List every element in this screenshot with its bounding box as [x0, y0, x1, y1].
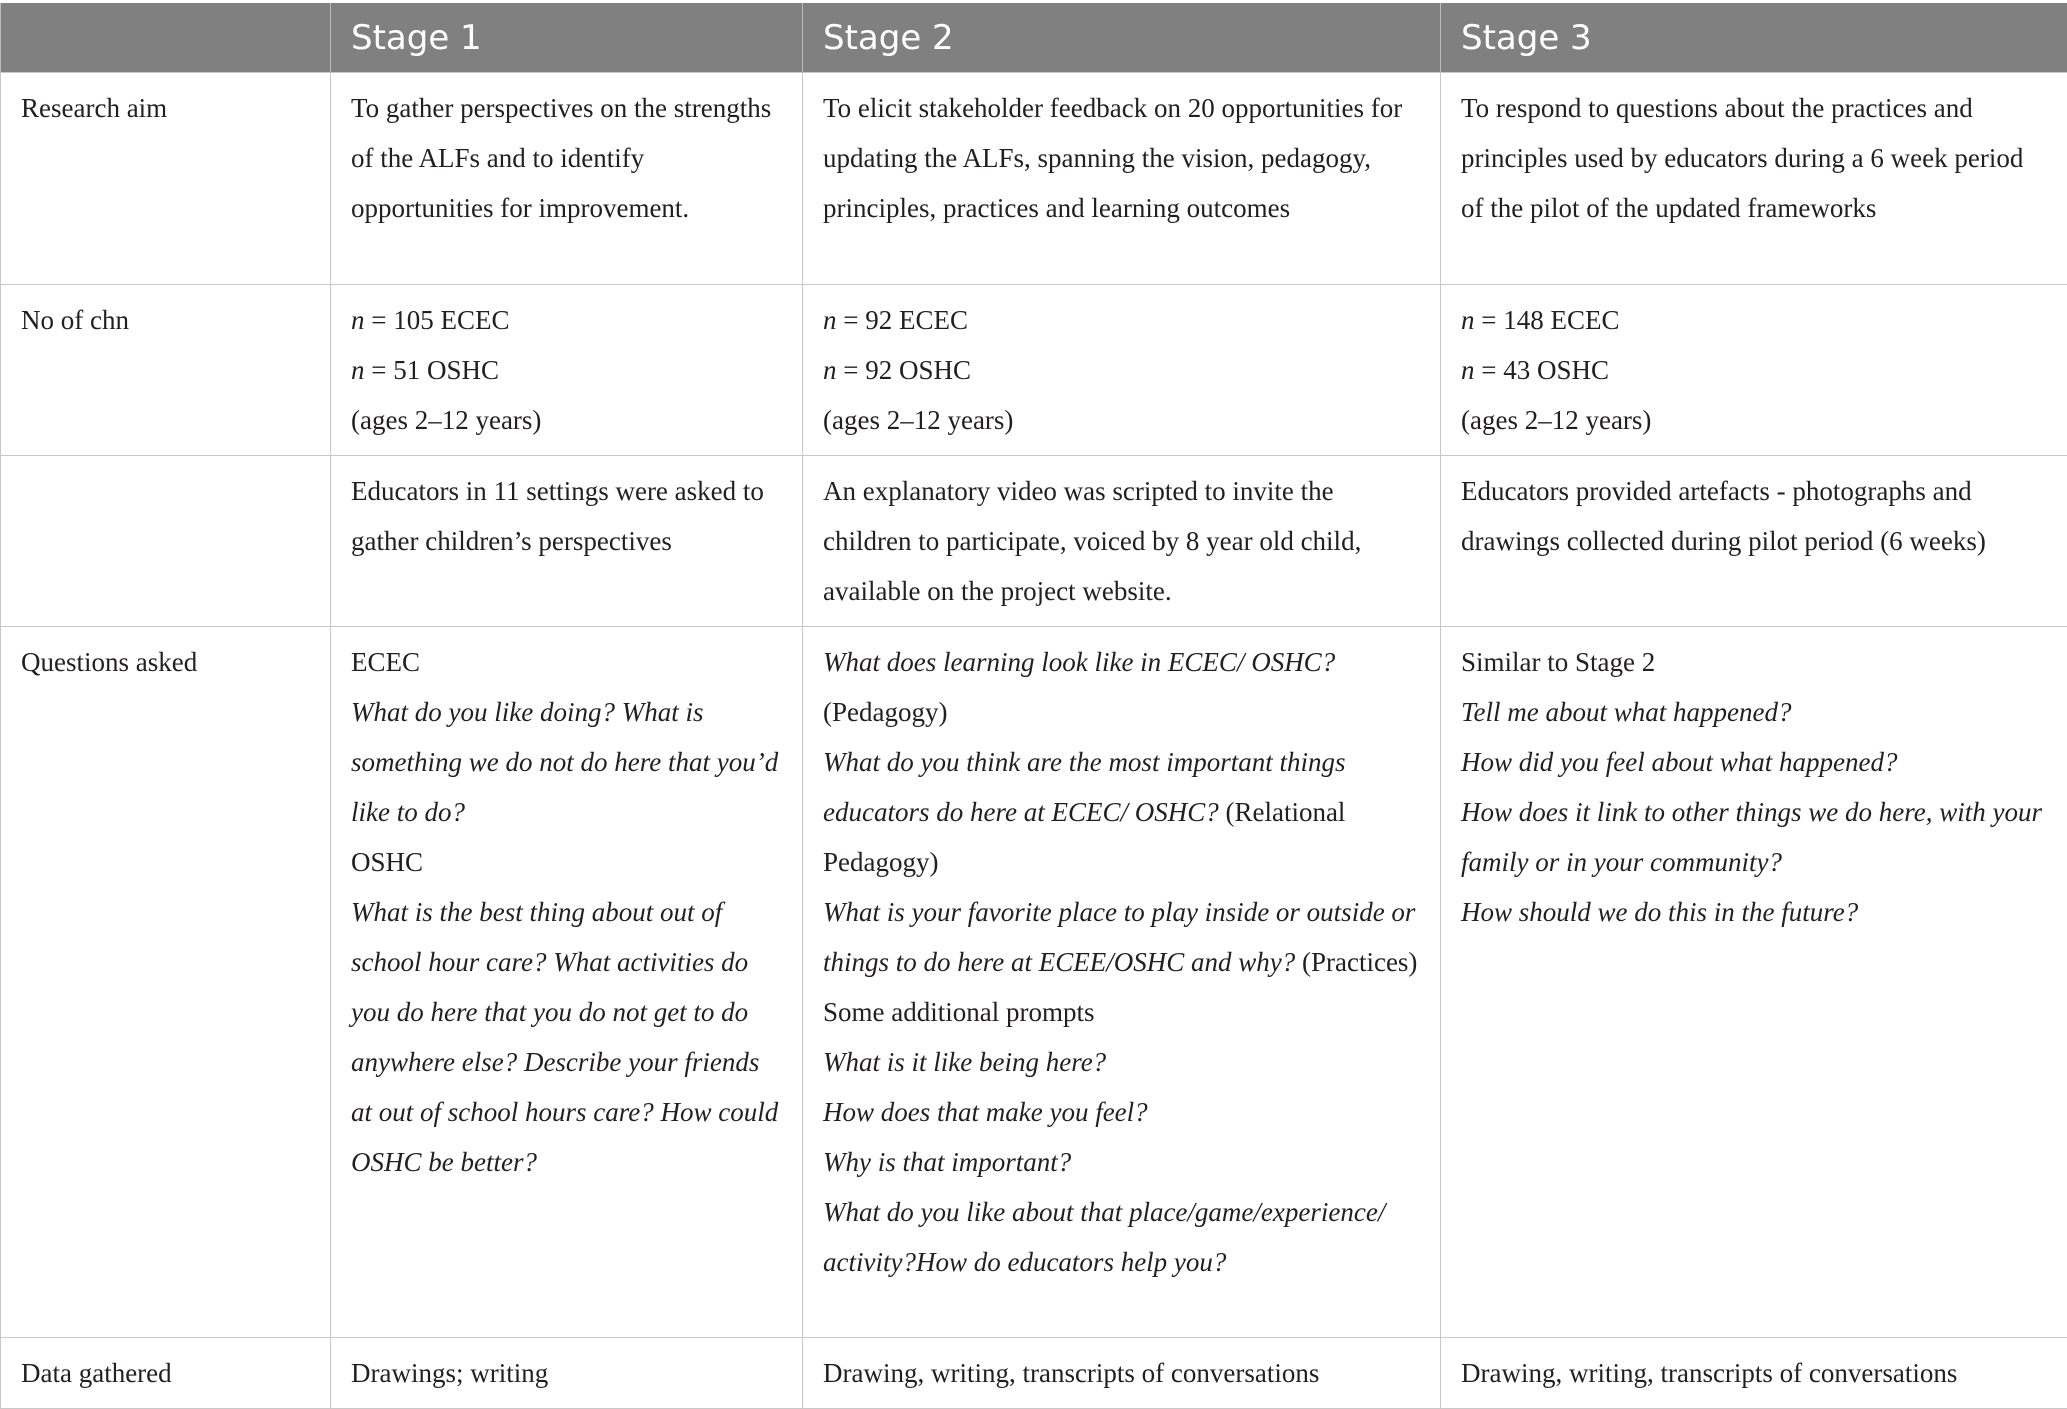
question-text: What is your favorite place to play inside or outside or things to do here at ECEE/OSHC and why?	[823, 897, 1415, 977]
prompt-2: How does that make you feel?	[823, 1087, 1420, 1137]
prompt-4: What do you like about that place/game/experience/ activity?How do educators help you?	[823, 1187, 1420, 1287]
question-tag: (Pedagogy)	[823, 697, 947, 727]
chn-oshc-count	[1461, 345, 2047, 395]
table-row-no-of-chn	[1, 285, 2067, 456]
oshc-heading: OSHC	[351, 837, 782, 887]
stage2-question-2	[823, 737, 1420, 887]
question-text: What do you think are the most important things educators do here at ECEC/ OSHC?	[823, 747, 1345, 827]
header-corner	[1, 3, 331, 73]
cell-aim-stage-2: To elicit stakeholder feedback on 20 opportunities for updating the ALFs, spanning the vision, pedagogy, principles, practices and learning outcomes	[803, 73, 1441, 285]
cell-method-stage-2: An explanatory video was scripted to invite the children to participate, voiced by 8 year old child, available on the project website.	[803, 456, 1441, 627]
chn-value: = 43 OSHC	[1481, 355, 1609, 385]
table-row-research-aim	[1, 73, 2067, 285]
question-tag: (Relational Pedagogy)	[823, 797, 1345, 877]
stage3-question-1: Tell me about what happened?	[1461, 687, 2047, 737]
table-row-method	[1, 456, 2067, 627]
row-label-research-aim: Research aim	[1, 73, 331, 285]
n-symbol: n	[823, 305, 837, 335]
chn-value: = 105 ECEC	[371, 305, 509, 335]
cell-questions-stage-1	[331, 627, 803, 1338]
chn-value: = 148 ECEC	[1481, 305, 1619, 335]
header-stage-1: Stage 1	[331, 3, 803, 73]
chn-value: = 92 OSHC	[843, 355, 971, 385]
chn-value: = 92 ECEC	[843, 305, 968, 335]
ecec-heading: ECEC	[351, 637, 782, 687]
n-symbol: n	[351, 355, 365, 385]
chn-ages: (ages 2–12 years)	[351, 395, 782, 445]
cell-chn-stage-1	[331, 285, 803, 456]
prompt-1: What is it like being here?	[823, 1037, 1420, 1087]
cell-chn-stage-2	[803, 285, 1441, 456]
stage2-question-1	[823, 637, 1420, 737]
row-label-questions-asked: Questions asked	[1, 627, 331, 1338]
cell-method-stage-3: Educators provided artefacts - photographs and drawings collected during pilot period (6 weeks)	[1441, 456, 2067, 627]
prompt-3: Why is that important?	[823, 1137, 1420, 1187]
cell-data-stage-2: Drawing, writing, transcripts of conversations	[803, 1338, 1441, 1409]
cell-data-stage-1: Drawings; writing	[331, 1338, 803, 1409]
table-row-questions-asked	[1, 627, 2067, 1338]
stage3-intro: Similar to Stage 2	[1461, 637, 2047, 687]
chn-ages: (ages 2–12 years)	[823, 395, 1420, 445]
oshc-questions: What is the best thing about out of school hour care? What activities do you do here that you do not get to do anywhere else? Describe your friends at out of school hours care? How could OSHC be better?	[351, 887, 782, 1187]
chn-oshc-count	[351, 345, 782, 395]
stage3-question-4: How should we do this in the future?	[1461, 887, 2047, 937]
row-label-no-of-chn: No of chn	[1, 285, 331, 456]
header-stage-3: Stage 3	[1441, 3, 2067, 73]
cell-questions-stage-3	[1441, 627, 2067, 1338]
n-symbol: n	[351, 305, 365, 335]
cell-chn-stage-3	[1441, 285, 2067, 456]
cell-method-stage-1: Educators in 11 settings were asked to gather children’s perspectives	[331, 456, 803, 627]
stage2-question-3	[823, 887, 1420, 987]
n-symbol: n	[823, 355, 837, 385]
chn-ecec-count	[823, 295, 1420, 345]
prompts-heading: Some additional prompts	[823, 987, 1420, 1037]
header-row	[1, 3, 2067, 73]
question-text: What does learning look like in ECEC/ OSHC?	[823, 647, 1335, 677]
cell-questions-stage-2	[803, 627, 1441, 1338]
research-stages-table	[0, 3, 2067, 1409]
chn-value: = 51 OSHC	[371, 355, 499, 385]
n-symbol: n	[1461, 355, 1475, 385]
chn-ecec-count	[1461, 295, 2047, 345]
stage3-question-3: How does it link to other things we do here, with your family or in your community?	[1461, 787, 2047, 887]
question-tag: (Practices)	[1302, 947, 1417, 977]
chn-ages: (ages 2–12 years)	[1461, 395, 2047, 445]
row-label-method	[1, 456, 331, 627]
row-label-data-gathered: Data gathered	[1, 1338, 331, 1409]
ecec-questions: What do you like doing? What is something we do not do here that you’d like to do?	[351, 687, 782, 837]
n-symbol: n	[1461, 305, 1475, 335]
header-stage-2: Stage 2	[803, 3, 1441, 73]
chn-ecec-count	[351, 295, 782, 345]
stage3-question-2: How did you feel about what happened?	[1461, 737, 2047, 787]
cell-aim-stage-1: To gather perspectives on the strengths of the ALFs and to identify opportunities for improvement.	[331, 73, 803, 285]
cell-data-stage-3: Drawing, writing, transcripts of conversations	[1441, 1338, 2067, 1409]
chn-oshc-count	[823, 345, 1420, 395]
cell-aim-stage-3: To respond to questions about the practices and principles used by educators during a 6 week period of the pilot of the updated frameworks	[1441, 73, 2067, 285]
